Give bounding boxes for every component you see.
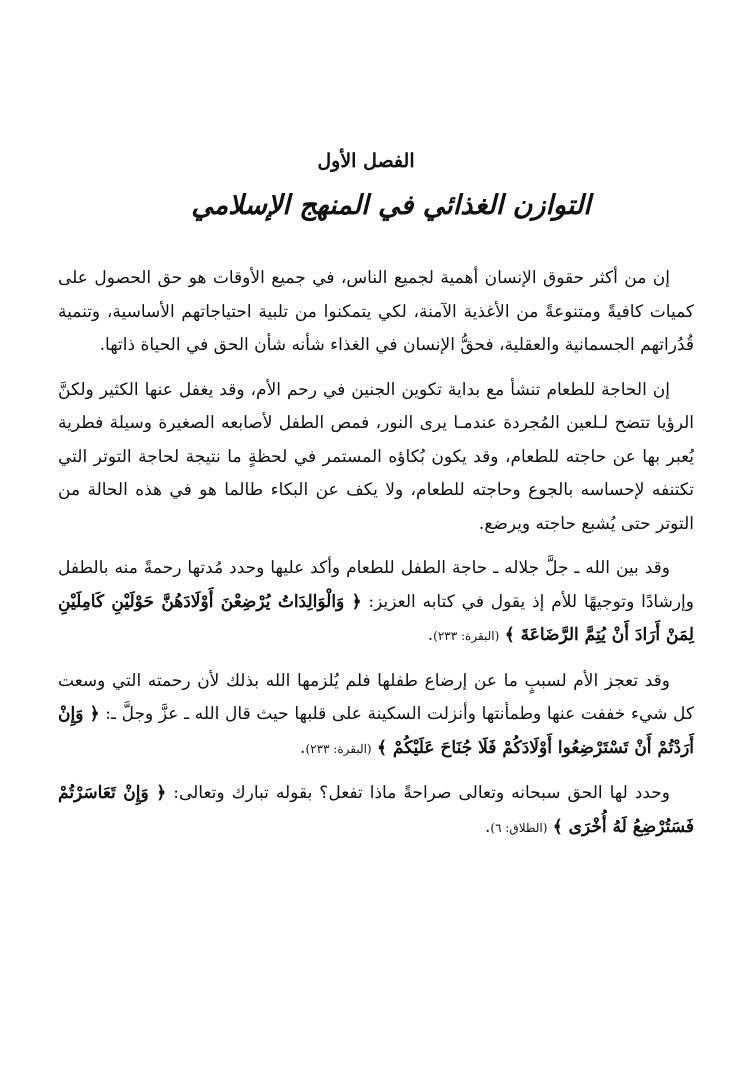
body-text: [58, 262, 694, 856]
quran-verse: ﴿ وَإِنْ أَرَدْتُمْ أَنْ تَسْتَرْضِعُوا أَوْلَادَكُمْ فَلَا جُنَاحَ عَلَيْكُمْ ﴾: [58, 704, 694, 758]
paragraph-end: .: [427, 625, 434, 645]
quran-verse: ﴿ وَالْوَالِدَاتُ يُرْضِعْنَ أَوْلَادَهُنَّ حَوْلَيْنِ كَامِلَيْنِ لِمَنْ أَرَادَ أَنْ يُتِمَّ الرَّضَاعَةَ ﴾: [58, 591, 694, 645]
paragraph-end: .: [300, 737, 306, 758]
chapter-title: التوازن الغذائي في المنهج الإسلامي: [191, 190, 591, 221]
paragraph-text: وقد تعجز الأم لسببٍ ما عن إرضاع طفلها فلم يُلزمها الله بذلك لأن رحمته التي وسعت كل شيء خففت عنها وطمأنتها وأنزلت السكينة على قلبها حيث قال الله ـ عزَّ وجلَّ ـ:: [58, 670, 694, 724]
quran-verse: ﴿ وَإِنْ تَعَاسَرْتُمْ فَسَتُرْضِعُ لَهُ أُخْرَى ﴾: [58, 783, 694, 837]
paragraph-2: [58, 374, 694, 542]
paragraph-3: [58, 552, 694, 654]
paragraph-text: وقد بين الله ـ جلَّ جلاله ـ حاجة الطفل للطعام وأكد عليها وحدد مُدتها رحمةً منه بالطفل وإرشادًا وتوجيهًا للأم إذ يقول في كتابه العزيز:: [58, 558, 694, 612]
chapter-label: الفصل الأول: [317, 150, 415, 172]
paragraph-1: [58, 262, 694, 363]
paragraph-text: إن من أكثر حقوق الإنسان أهمية لجميع الناس، في جميع الأوقات هو حق الحصول على كميات كافيةً ومتنوعةً من الأغذية الآمنة، لكي يتمكنوا من تلبية احتياجاتهم الأساسية، وتنمية قُدُراتهم الجسمانية والعقلية، فحقُّ الإنسان في الغذاء شأنه شأن الحق في الحياة ذاتها.: [58, 268, 694, 355]
verse-reference: (البقرة: ٢٣٣): [305, 741, 372, 756]
paragraph-end: .: [484, 816, 491, 837]
verse-reference: (الطلاق: ٦): [490, 820, 548, 835]
paragraph-4: [58, 665, 694, 767]
paragraph-text: وحدد لها الحق سبحانه وتعالى صراحةً ماذا تفعل؟ بقوله تبارك وتعالى:: [173, 783, 671, 803]
paragraph-text: إن الحاجة للطعام تنشأ مع بداية تكوين الجنين في رحم الأم، وقد يغفل عنها الكثير ولكنَّ الرؤيا تتضح لـلعين المُجردة عندمـا يرى النور، فمص الطفل لأصابعه الصغيرة وسيلة فطرية يُعبر بها عن حاجته للطعام، وقد يكون بُكاؤه المستمر في لحظةٍ ما نتيجة لحاجة التوتر التي تكتنفه لإحساسه بالجوع وحاجته للطعام، ولا يكف عن البكاء طالما هو في هذه الحالة من التوتر حتى يُشبع حاجته ويرضع.: [58, 379, 695, 534]
paragraph-5: [58, 777, 694, 845]
verse-reference: (البقرة: ٢٣٣): [433, 629, 500, 643]
